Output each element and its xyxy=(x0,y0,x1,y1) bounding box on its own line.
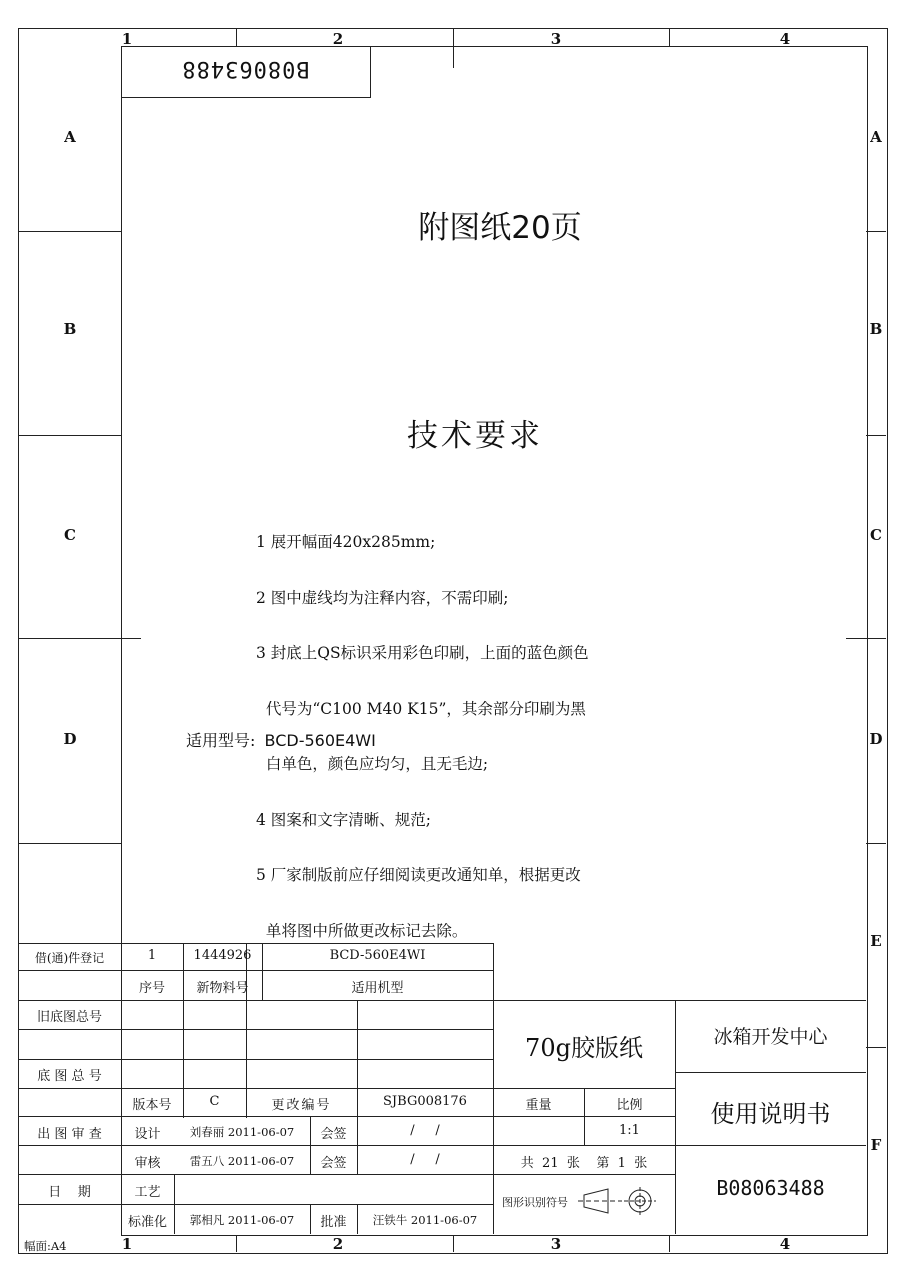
table-line xyxy=(357,1000,358,1088)
zone-row-label: F xyxy=(870,1136,882,1154)
seq-label: 序号 xyxy=(138,981,165,996)
review-label: 出 图 审 查 xyxy=(37,1127,102,1142)
format-label: 幅面:A4 xyxy=(24,1239,67,1253)
ratio-label: 比例 xyxy=(616,1098,643,1113)
base-label: 底 图 总 号 xyxy=(37,1069,102,1084)
requirement-item: 代号为“C100 M40 K15”，其余部分印刷为黑 xyxy=(256,699,586,718)
table-line xyxy=(18,943,493,944)
zone-row-label: A xyxy=(64,128,76,146)
table-line xyxy=(18,1000,866,1001)
zone-col-label: 2 xyxy=(332,1235,344,1253)
table-line xyxy=(18,1204,493,1205)
audit-value: 雷五八 2011-06-07 xyxy=(189,1154,295,1168)
model-label: 适用机型 xyxy=(351,981,404,996)
zone-divider xyxy=(866,231,886,232)
projection-symbol-icon xyxy=(578,1184,670,1218)
zone-row-label: B xyxy=(869,320,883,338)
zone-row-label: A xyxy=(870,128,882,146)
zone-divider xyxy=(18,231,121,232)
symbol-label: 图形识别符号 xyxy=(502,1196,568,1209)
model-value: BCD-560E4WI xyxy=(329,948,426,963)
change-no-label: 更改编号 xyxy=(271,1098,332,1113)
version-value: C xyxy=(209,1094,220,1109)
doc-code: B08063488 xyxy=(716,1176,825,1200)
date-label: 日 期 xyxy=(48,1185,91,1200)
zone-divider xyxy=(846,638,886,639)
approve-value: 汪铁牛 2011-06-07 xyxy=(372,1213,478,1227)
doc-name: 使用说明书 xyxy=(710,1100,831,1128)
header-code: B08063488 xyxy=(181,56,310,81)
requirements-title: 技术要求 xyxy=(407,418,543,454)
requirement-item: 单将图中所做更改标记去除。 xyxy=(256,921,468,940)
table-line xyxy=(18,1059,493,1060)
table-line xyxy=(675,1072,866,1073)
weight-label: 重量 xyxy=(525,1098,552,1113)
design-label: 设计 xyxy=(134,1127,161,1142)
cosign2-value: / / xyxy=(410,1152,440,1167)
version-label: 版本号 xyxy=(132,1098,172,1113)
sheets-value: 共 21 张 第 1 张 xyxy=(520,1156,648,1171)
zone-col-label: 1 xyxy=(121,1235,133,1253)
zone-divider xyxy=(18,638,141,639)
zone-divider xyxy=(18,843,121,844)
table-line xyxy=(18,1145,866,1146)
zone-row-label: E xyxy=(870,932,882,950)
borrow-label: 借(通)件登记 xyxy=(34,951,105,965)
zone-col-label: 2 xyxy=(332,30,344,48)
zone-divider xyxy=(866,843,886,844)
requirement-item: 4 图案和文字清晰、规范; xyxy=(256,810,432,829)
dept-name: 冰箱开发中心 xyxy=(713,1026,828,1048)
zone-divider xyxy=(669,28,670,46)
zone-row-label: B xyxy=(63,320,77,338)
zone-col-label: 4 xyxy=(779,30,791,48)
zone-divider xyxy=(866,1047,886,1048)
ratio-value: 1:1 xyxy=(619,1123,640,1138)
zone-row-label: D xyxy=(63,730,77,748)
zone-divider xyxy=(18,435,121,436)
approve-label: 批准 xyxy=(320,1215,347,1230)
requirement-item: 1 展开幅面420x285mm; xyxy=(256,533,436,551)
std-value: 郭相凡 2011-06-07 xyxy=(189,1213,295,1227)
seq-value: 1 xyxy=(147,948,157,963)
model-label: 适用型号: xyxy=(186,731,256,750)
zone-col-label: 3 xyxy=(550,1235,562,1253)
zone-row-label: D xyxy=(869,730,883,748)
zone-row-label: C xyxy=(64,526,76,544)
paper-type: 70g胶版纸 xyxy=(525,1034,643,1062)
zone-col-label: 4 xyxy=(779,1235,791,1253)
old-base-label: 旧底图总号 xyxy=(36,1010,102,1025)
zone-divider xyxy=(669,1235,670,1252)
requirement-item: 白单色，颜色应均匀，且无毛边; xyxy=(256,755,489,773)
table-line xyxy=(183,943,184,1088)
table-line xyxy=(18,1174,675,1175)
zone-divider xyxy=(453,28,454,68)
table-line xyxy=(246,943,247,1088)
cosign2-label: 会签 xyxy=(320,1156,347,1171)
std-label: 标准化 xyxy=(127,1215,167,1230)
table-line xyxy=(18,1029,493,1030)
cosign-label: 会签 xyxy=(320,1127,347,1142)
material-value: 1444926 xyxy=(193,948,252,963)
zone-divider xyxy=(453,1235,454,1252)
table-line xyxy=(18,970,493,971)
model-line xyxy=(186,728,376,751)
requirement-item: 3 封底上QS标识采用彩色印刷，上面的蓝色颜色 xyxy=(256,644,589,662)
requirement-item: 2 图中虚线均为注释内容，不需印刷; xyxy=(256,588,509,607)
table-line xyxy=(493,943,494,1234)
zone-row-label: C xyxy=(870,526,882,544)
pages-note: 附图纸20页 xyxy=(418,210,582,246)
zone-divider xyxy=(236,28,237,46)
audit-label: 审核 xyxy=(134,1156,161,1171)
zone-divider xyxy=(866,435,886,436)
design-value: 刘春丽 2011-06-07 xyxy=(189,1125,295,1139)
table-line xyxy=(18,1116,675,1117)
zone-col-label: 1 xyxy=(121,30,133,48)
model-value: BCD-560E4WI xyxy=(264,731,376,750)
cosign-value: / / xyxy=(410,1123,440,1138)
material-label: 新物料号 xyxy=(196,981,249,996)
zone-divider xyxy=(236,1235,237,1252)
change-no-value: SJBG008176 xyxy=(383,1094,467,1109)
table-line xyxy=(18,1088,675,1089)
requirement-item: 5 厂家制版前应仔细阅读更改通知单，根据更改 xyxy=(256,866,581,884)
craft-label: 工艺 xyxy=(134,1185,161,1200)
zone-col-label: 3 xyxy=(550,30,562,48)
